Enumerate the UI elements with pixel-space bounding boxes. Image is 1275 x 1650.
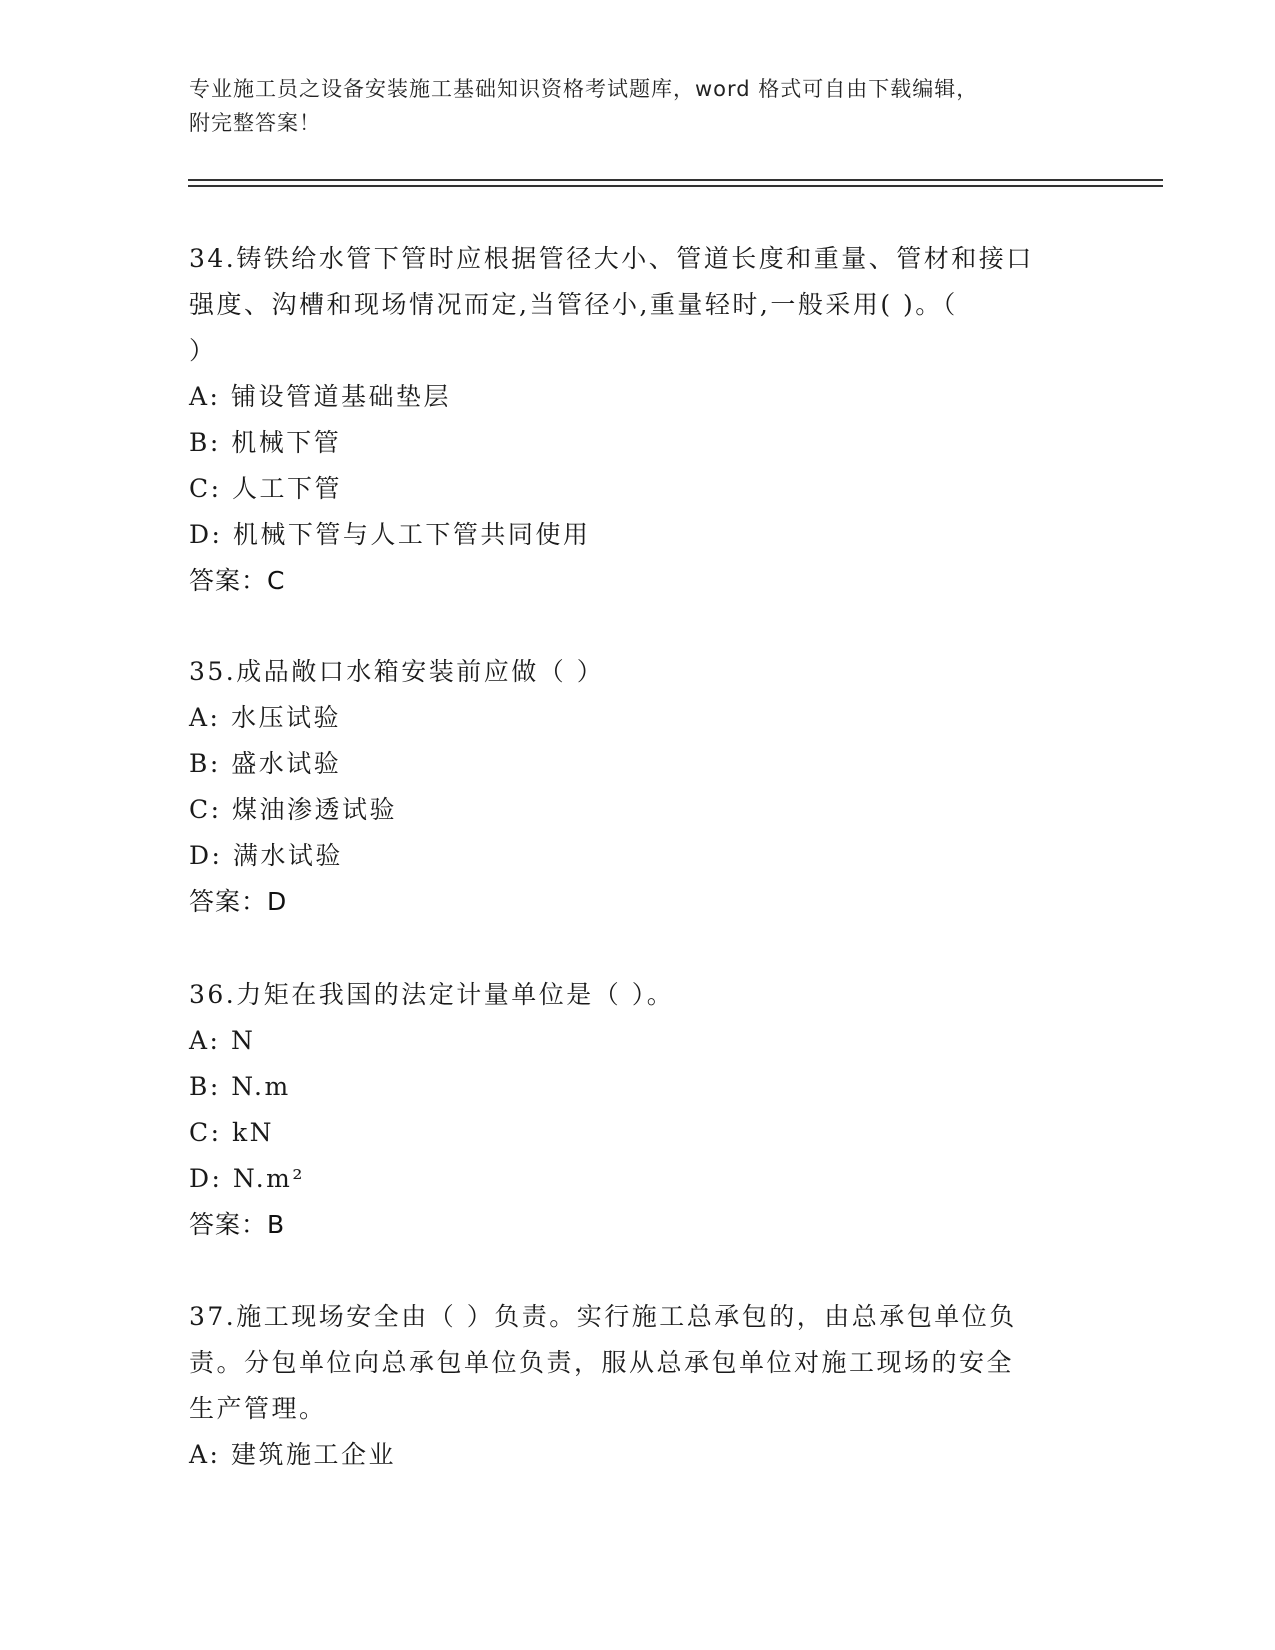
option-a — [189, 695, 1089, 741]
option-d — [189, 833, 1089, 879]
option-b — [189, 741, 1089, 787]
option-a — [189, 1018, 1089, 1064]
option-label: A: — [189, 1440, 221, 1469]
option-d — [189, 512, 1089, 558]
option-c — [189, 787, 1089, 833]
option-a — [189, 374, 1089, 420]
question-stem-line: 34.铸铁给水管下管时应根据管径大小、管道长度和重量、管材和接口 — [189, 244, 1034, 273]
header-divider-bottom — [188, 185, 1163, 187]
question-stem-line: 36.力矩在我国的法定计量单位是（ ）。 — [189, 980, 675, 1009]
option-text: 铺设管道基础垫层 — [230, 382, 451, 411]
question-stem-line: 生产管理。 — [189, 1394, 327, 1423]
option-text: 机械下管 — [231, 428, 342, 457]
question-stem-line: 35.成品敞口水箱安装前应做（ ） — [189, 657, 605, 686]
option-label: D: — [189, 1164, 223, 1193]
answer-line: 答案：C — [189, 566, 286, 595]
header-divider-top — [188, 179, 1163, 181]
question-37 — [189, 1294, 1089, 1478]
question-34 — [189, 236, 1089, 604]
option-text: 机械下管与人工下管共同使用 — [232, 520, 591, 549]
option-label: A: — [189, 1026, 221, 1055]
option-text: 建筑施工企业 — [230, 1440, 396, 1469]
option-label: B: — [189, 428, 221, 457]
option-label: C: — [189, 1118, 222, 1147]
option-text: 人工下管 — [232, 474, 343, 503]
option-label: D: — [189, 520, 223, 549]
option-c — [189, 466, 1089, 512]
option-label: C: — [189, 474, 222, 503]
header-line-2: 附完整答案！ — [189, 111, 321, 135]
option-text: 盛水试验 — [231, 749, 342, 778]
option-b — [189, 420, 1089, 466]
option-label: A: — [189, 382, 221, 411]
option-label: A: — [189, 703, 221, 732]
option-label: C: — [189, 795, 222, 824]
option-c — [189, 1110, 1089, 1156]
option-text: 水压试验 — [230, 703, 341, 732]
question-stem-line: 强度、沟槽和现场情况而定,当管径小,重量轻时,一般采用( )。（ — [189, 290, 958, 319]
question-36 — [189, 972, 1089, 1248]
option-a — [189, 1432, 1089, 1478]
option-label: B: — [189, 1072, 221, 1101]
option-label: D: — [189, 841, 223, 870]
header-line-1: 专业施工员之设备安装施工基础知识资格考试题库，word 格式可自由下载编辑， — [189, 77, 979, 101]
option-d — [189, 1156, 1089, 1202]
answer-line: 答案：D — [189, 887, 288, 916]
option-text: 煤油渗透试验 — [232, 795, 398, 824]
option-text: N.m — [231, 1072, 291, 1101]
option-text: kN — [232, 1118, 275, 1147]
question-stem-line: 责。分包单位向总承包单位负责，服从总承包单位对施工现场的安全 — [189, 1348, 1015, 1377]
document-header — [189, 72, 1089, 140]
option-label: B: — [189, 749, 221, 778]
option-b — [189, 1064, 1089, 1110]
answer-line: 答案：B — [189, 1210, 286, 1239]
option-text: N — [230, 1026, 256, 1055]
question-stem-line: 37.施工现场安全由（ ）负责。实行施工总承包的，由总承包单位负 — [189, 1302, 1017, 1331]
option-text: 满水试验 — [232, 841, 343, 870]
question-stem-line: ） — [189, 336, 217, 365]
option-text: N.m² — [232, 1164, 305, 1193]
question-35 — [189, 649, 1089, 925]
